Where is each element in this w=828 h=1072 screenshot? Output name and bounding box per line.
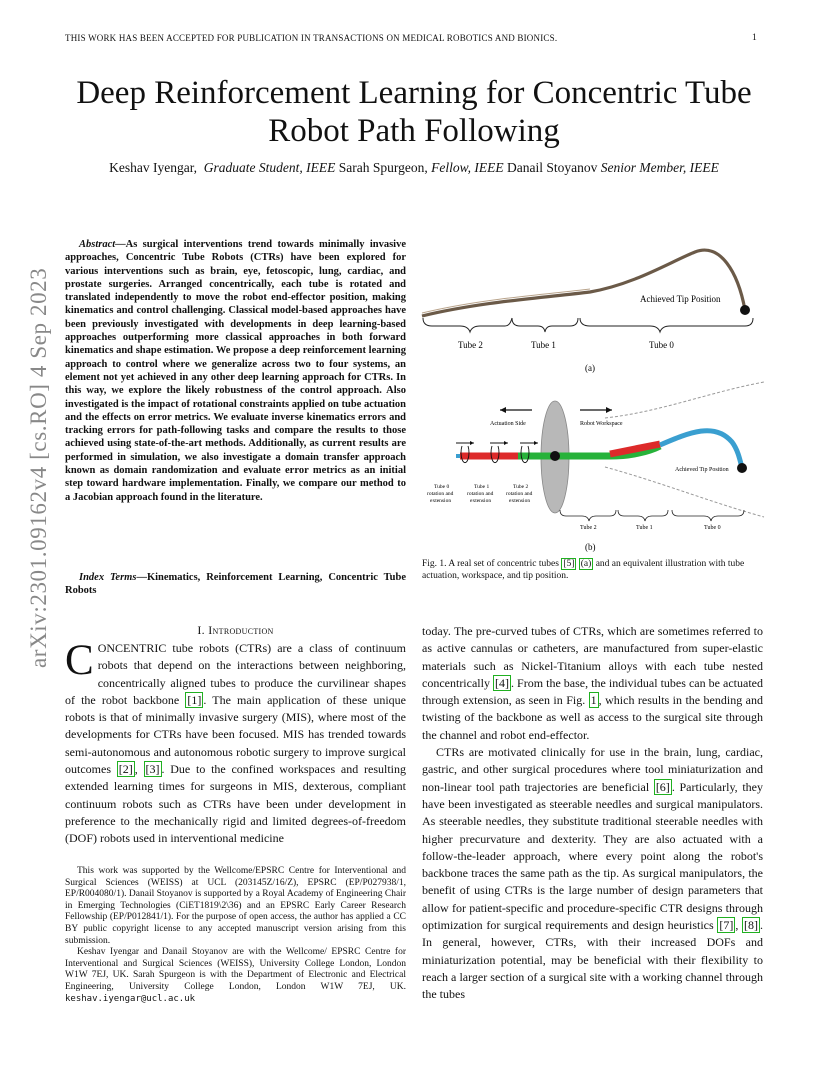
- author-name: Sarah Spurgeon,: [338, 160, 428, 175]
- page-number: 1: [752, 33, 757, 43]
- author-list: [40, 160, 788, 176]
- act-tube2-line1: Tube 2: [513, 484, 529, 490]
- body-text: today. The pre-curved tubes of CTRs, which are sometimes referred to as active cannulas or catheters, are manufactured from super-elastic materials such as Nickel-Titanium alloys with each tube nested concentrically: [422, 624, 763, 690]
- body-text: , which results in the bending and twisting of the backbone as well as access to the surgical site through the channel and robot end-effector.: [422, 693, 763, 742]
- act-tube1-line2: rotation and: [467, 491, 494, 497]
- act-tube0-line3: extension: [430, 498, 452, 504]
- arxiv-stamp: arXiv:2301.09162v4 [cs.RO] 4 Sep 2023: [26, 267, 51, 668]
- caption-text: Fig. 1. A real set of concentric tubes: [422, 559, 562, 569]
- section-number: I.: [197, 623, 205, 637]
- index-terms: [65, 571, 406, 598]
- act-tube1-line3: extension: [470, 498, 492, 504]
- drop-cap: C: [65, 637, 94, 684]
- intro-text: ONCENTRIC tube robots (CTRs) are a class of continuum robots that depend on the interactions between neighboring, concentrically aligned tubes to produce the curvilinear shapes of the robot backbone: [65, 641, 406, 707]
- tube-photo-curve: [422, 250, 745, 316]
- act-tube1-line1: Tube 1: [474, 484, 490, 490]
- footnote-affiliations: [65, 947, 406, 1005]
- tube1-label: Tube 1: [531, 340, 556, 350]
- actuation-side-label: Actuation Side: [490, 421, 526, 427]
- author-role: Graduate Student, IEEE: [203, 160, 336, 175]
- section-title: Introduction: [208, 623, 274, 637]
- author-name: Danail Stoyanov: [507, 160, 598, 175]
- act-tube0-line1: Tube 0: [434, 484, 450, 490]
- citation-link[interactable]: [3]: [145, 762, 160, 777]
- body-text: ,: [735, 918, 742, 933]
- index-terms-text: —Kinematics, Reinforcement Learning, Concentric Tube Robots: [65, 572, 406, 597]
- intro-text: . The main application of these unique robots is that of minimally invasive surgery (MIS), where most of the developments for CTRs have been focused. MIS has trended towards semi-autonomous and autonomous robotic surgery to improve surgical outcomes: [65, 692, 407, 777]
- brace-tube0: [580, 318, 753, 332]
- caption-text: and an equivalent illustration with tube actuation, workspace, and tip position.: [422, 559, 745, 581]
- section-heading: [65, 623, 406, 638]
- abstract-text: —As surgical interventions trend towards minimally invasive approaches, Concentric Tube Robots (CTRs) have been explored for various interventions such as brain, eye, fetoscopic, lung, cardiac, and prostate surgeries. Arranged concentrically, each tube is rotated and translated independently to move the robot end-effector position, making kinematics and control challenging. Classical model-based approaches have been previously investigated with developments in deep learning-based approaches outperforming more classical approaches in both forward kinematics and shape estimation. We propose a deep reinforcement learning approach to control where we generalize across two to four systems, an element not yet achieved in any other deep learning approach for CTRs. In this way, we explore the likely robustness of the control approach. Also investigated is the impact of rotational constraints applied on tube actuation and the effects on error metrics. We evaluate inverse kinematics errors and tracking errors for path-following tasks and compare the results to those achieved using state-of-the-art methods. Additionally, as current results are performed in simulation, we also investigate a domain transfer approach known as domain randomization and evaluate error metrics as an initial step toward hardware implementation. Finally, we compare our method to a Jacobian approach found in the literature.: [65, 239, 406, 503]
- footnote: [65, 866, 406, 1005]
- index-terms-label: Index Terms: [79, 572, 137, 583]
- intro-text: ,: [134, 762, 144, 777]
- author-role: Fellow, IEEE: [431, 160, 504, 175]
- subfigure-link[interactable]: (a): [580, 559, 592, 569]
- body-text: . From the base, the individual tubes can be actuated through extension, as seen in Fig.: [422, 675, 763, 708]
- citation-link[interactable]: [4]: [495, 675, 510, 690]
- citation-link[interactable]: [2]: [118, 762, 133, 777]
- figure-link[interactable]: 1: [590, 693, 597, 708]
- brace-b-tube1: [618, 510, 668, 521]
- workspace-lower-bound: [605, 467, 764, 517]
- body-text: CTRs are motivated clinically for use in the brain, lung, cardiac, gastric, and other surgical procedures where tool miniaturization and non-linear tool path trajectories are beneficial: [422, 745, 763, 794]
- tube2-label-b: Tube 2: [580, 525, 597, 531]
- citation-link[interactable]: [8]: [744, 918, 758, 933]
- body-text: . In general, however, CTRs, with their increased DOFs and miniaturization potential, may be beneficial with their flexibility to reach a larger section of a surgical site with a working channel through the tubes: [422, 918, 763, 1002]
- tube0-label: Tube 0: [649, 340, 674, 350]
- tip-label: Achieved Tip Position: [640, 294, 721, 304]
- robot-workspace-label: Robot Workspace: [580, 421, 623, 427]
- subfig-b-label: (b): [585, 542, 596, 552]
- right-column-text: [422, 623, 763, 1004]
- author-name: Keshav Iyengar,: [109, 160, 198, 175]
- body-text: . Particularly, they have been investigated as steerable needles and surgical manipulators. As steerable needles, they substitute traditional steerable needles with higher precurvature and dexterity. They are also actuated with a follow-the-leader approach, where every point along the robot's backbone traces the same path as the tip. As surgical manipulators, the benefit of using CTRs is the large number of design parameters that allow for patient-specific and procedure-specific CTR designs through optimization for surgical requirements and design heuristics: [422, 779, 763, 933]
- intro-paragraph: [65, 637, 407, 848]
- brace-tube2: [423, 318, 512, 332]
- citation-link[interactable]: [1]: [187, 692, 202, 707]
- intro-text: . Due to the confined workspaces and resulting extended learning times for surgeons in MIS, dexterous, compliant continuum robots such as CTRs have been under development in preference to the mechanically rigid and limited degrees-of-freedom (DOF) robots used in interventional medicine: [65, 762, 406, 846]
- author-role: Senior Member, IEEE: [600, 160, 719, 175]
- figure-1: [420, 232, 766, 557]
- abstract: [65, 238, 406, 504]
- figure-caption: [422, 558, 763, 582]
- running-head: THIS WORK HAS BEEN ACCEPTED FOR PUBLICATION IN TRANSACTIONS ON MEDICAL ROBOTICS AND BIONICS.: [65, 33, 558, 43]
- abstract-label: Abstract: [79, 239, 116, 250]
- footnote-funding: This work was supported by the Wellcome/EPSRC Centre for Interventional and Surgical Sciences (WEISS) at UCL (203145Z/16/Z), EPSRC (EP/P027938/1, EP/R004080/1). Danail Stoyanov is supported by a Royal Academy of Engineering Chair in Emerging Technologies (CiET1819\2\36) and an EPSRC Early Career Research Fellowship (EP/P012841/1). For the purpose of open access, the author has applied a CC BY public copyright license to any accepted manuscript version arising from this submission.: [65, 866, 406, 946]
- citation-link[interactable]: [5]: [563, 559, 575, 569]
- tip-marker: [740, 305, 750, 315]
- tube0-label-b: Tube 0: [704, 525, 721, 531]
- tip-marker-b: [737, 463, 747, 473]
- act-tube2-line3: extension: [509, 498, 531, 504]
- tube1-label-b: Tube 1: [636, 525, 653, 531]
- act-tube0-line2: rotation and: [427, 491, 454, 497]
- email-link[interactable]: keshav.iyengar@ucl.ac.uk: [65, 993, 196, 1004]
- act-tube2-line2: rotation and: [506, 491, 533, 497]
- tube2-label: Tube 2: [458, 340, 483, 350]
- brace-tube1: [512, 318, 578, 332]
- subfig-a-label: (a): [585, 363, 595, 373]
- footnote-affiliation-text: Keshav Iyengar and Danail Stoyanov are with the Wellcome/ EPSRC Centre for Interventional and Surgical Sciences (WEISS), University College London, London W1W 7EJ, UK. Sarah Spurgeon is with the Department of Electronic and Electrical Engineering, University College London, London W1W 7EJ, UK.: [65, 947, 406, 992]
- figure-1-graphic: [420, 232, 766, 557]
- citation-link[interactable]: [6]: [655, 779, 670, 794]
- tip-label-b: Achieved Tip Position: [675, 467, 729, 473]
- base-hole: [550, 451, 560, 461]
- citation-link[interactable]: [7]: [719, 918, 734, 933]
- tube0-segment: [660, 431, 742, 468]
- paper-title: Deep Reinforcement Learning for Concentric Tube Robot Path Following: [76, 75, 752, 149]
- brace-b-tube0: [672, 510, 744, 521]
- workspace-upper-bound: [605, 382, 764, 418]
- brace-b-tube2: [560, 510, 616, 521]
